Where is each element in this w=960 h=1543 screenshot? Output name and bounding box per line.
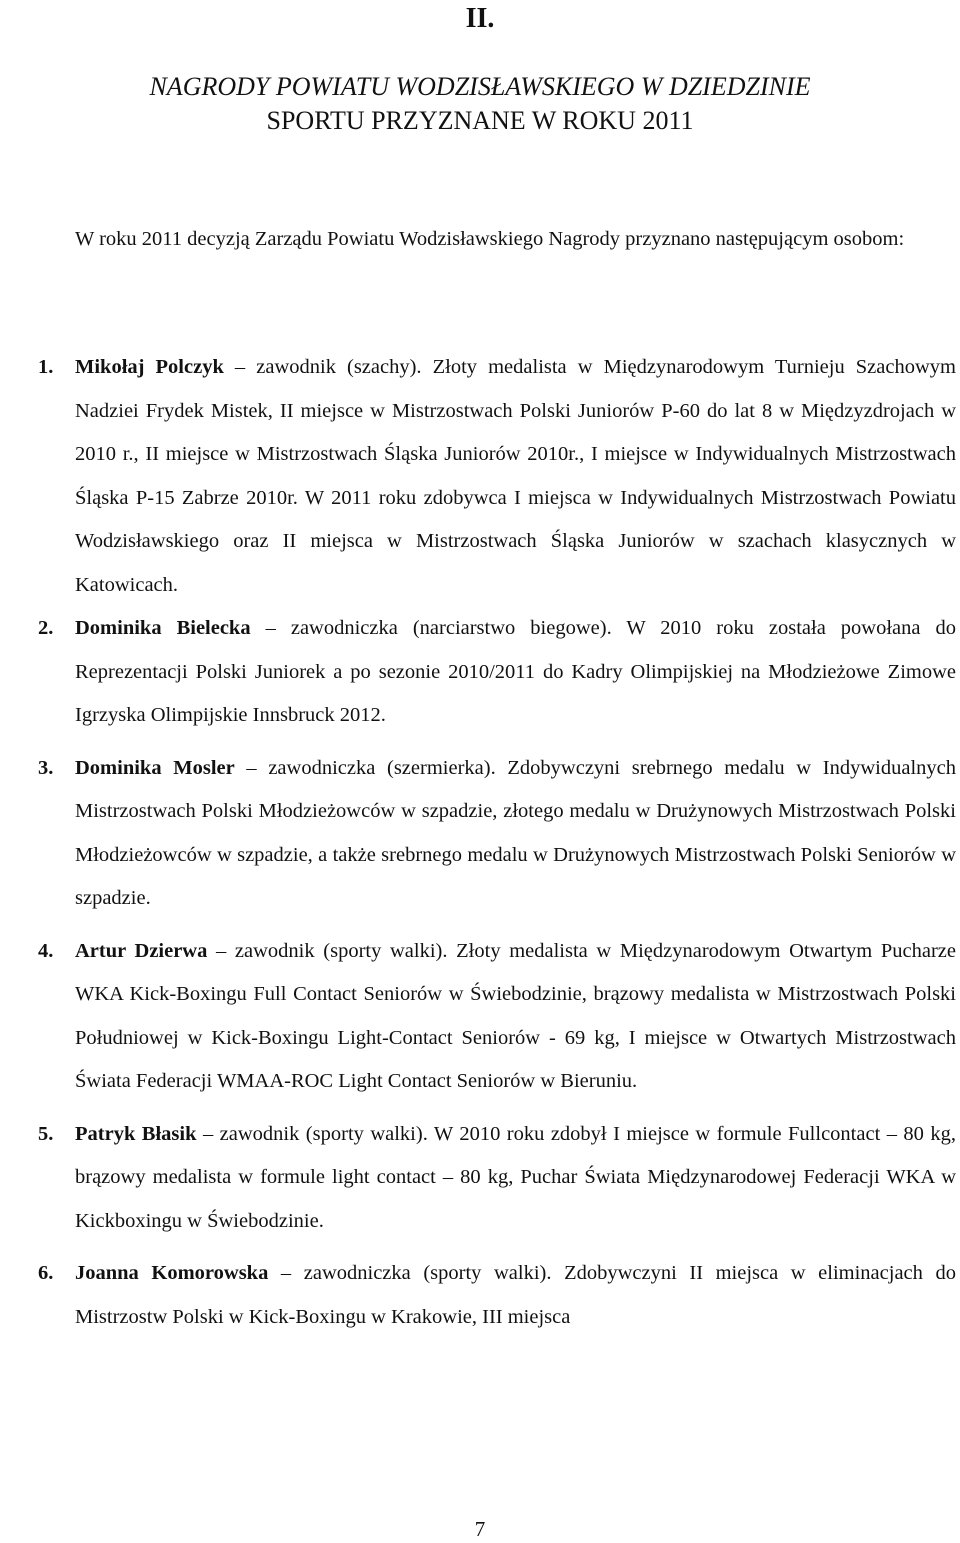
award-role: – zawodnik (szachy). [223, 356, 433, 378]
award-role: – zawodniczka (narciarstwo biegowe). [250, 617, 627, 639]
award-description: W 2010 roku została powołana do Reprezentacji Polski Juniorek a po sezonie 2010/2011 do Kadry Olimpijskiej na Młodzieżowe Zimowe Igrzyska Olimpijskie Innsbruck 2012. [75, 617, 956, 726]
award-number: 6. [38, 1262, 54, 1284]
award-name: Patryk Błasik [75, 1122, 197, 1145]
award-description: W 2010 roku zdobył I miejsce w formule Fullcontact – 80 kg, brązowy medalista w formule light contact – 80 kg, Puchar Świata Międzynarodowej Federacji WKA w Kickboxingu w Świebodzinie. [75, 1122, 956, 1232]
award-item [0, 1252, 956, 1339]
awards-list [0, 346, 956, 1348]
award-role: – zawodniczka (sporty walki). [268, 1262, 565, 1284]
award-description: Złoty medalista w Międzynarodowym Otwartym Pucharze WKA Kick-Boxingu Full Contact Seniorów w Świebodzinie, brązowy medalista w Mistrzostwach Polski Południowej w Kick-Boxingu Light-Contact Seniorów - 69 kg, I miejsce w Otwartych Mistrzostwach Świata Federacji WMAA-ROC Light Contact Seniorów w Bieruniu. [75, 939, 956, 1092]
award-number: 3. [38, 756, 54, 779]
award-item [0, 930, 956, 1104]
award-name: Joanna Komorowska [75, 1262, 269, 1284]
award-number: 1. [38, 356, 54, 378]
award-item [0, 747, 956, 921]
award-number: 4. [38, 939, 54, 962]
award-item [0, 607, 956, 738]
chapter-number: II. [465, 3, 495, 34]
intro-paragraph: W roku 2011 decyzją Zarządu Powiatu Wodzisławskiego Nagrody przyznano następującym osobom: [75, 228, 905, 250]
award-name: Dominika Mosler [75, 756, 235, 779]
award-role: – zawodnik (sporty walki). [207, 939, 457, 962]
award-description: Złoty medalista w Międzynarodowym Turnieju Szachowym Nadziei Frydek Mistek, II miejsce w Mistrzostwach Polski Juniorów P-60 do lat 8 w Międzyzdrojach w 2010 r., II miejsce w Mistrzostwach Śląska Juniorów 2010r., I miejsce w Indywidualnych Mistrzostwach Śląska P-15 Zabrze 2010r. W 2011 roku zdobywca I miejsca w Indywidualnych Mistrzostwach Powiatu Wodzisławskiego oraz II miejsca w Mistrzostwach Śląska Juniorów w szachach klasycznych w Katowicach. [75, 356, 956, 596]
award-item [0, 346, 956, 607]
award-number: 5. [38, 1122, 54, 1145]
award-name: Dominika Bielecka [75, 617, 251, 639]
page-number: 7 [474, 1517, 486, 1541]
award-name: Artur Dzierwa [75, 939, 208, 962]
document-title [0, 70, 960, 138]
award-description: Zdobywczyni II miejsca w eliminacjach do Mistrzostw Polski w Kick-Boxingu w Krakowie, III miejsca [75, 1262, 956, 1328]
award-role: – zawodnik (sporty walki). [196, 1122, 434, 1145]
award-number: 2. [38, 617, 54, 639]
award-role: – zawodniczka (szermierka). [234, 756, 508, 779]
award-name: Mikołaj Polczyk [75, 356, 224, 378]
award-item [0, 1113, 956, 1244]
title-line-1: NAGRODY POWIATU WODZISŁAWSKIEGO W DZIEDZINIE [149, 72, 811, 101]
award-description: Zdobywczyni srebrnego medalu w Indywidualnych Mistrzostwach Polski Młodzieżowców w szpadzie, złotego medalu w Drużynowych Mistrzostwach Polski Młodzieżowców w szpadzie, a także srebrnego medalu w Drużynowych Mistrzostwach Polski Seniorów w szpadzie. [75, 756, 957, 909]
title-line-2: SPORTU PRZYZNANE W ROKU 2011 [266, 106, 694, 135]
